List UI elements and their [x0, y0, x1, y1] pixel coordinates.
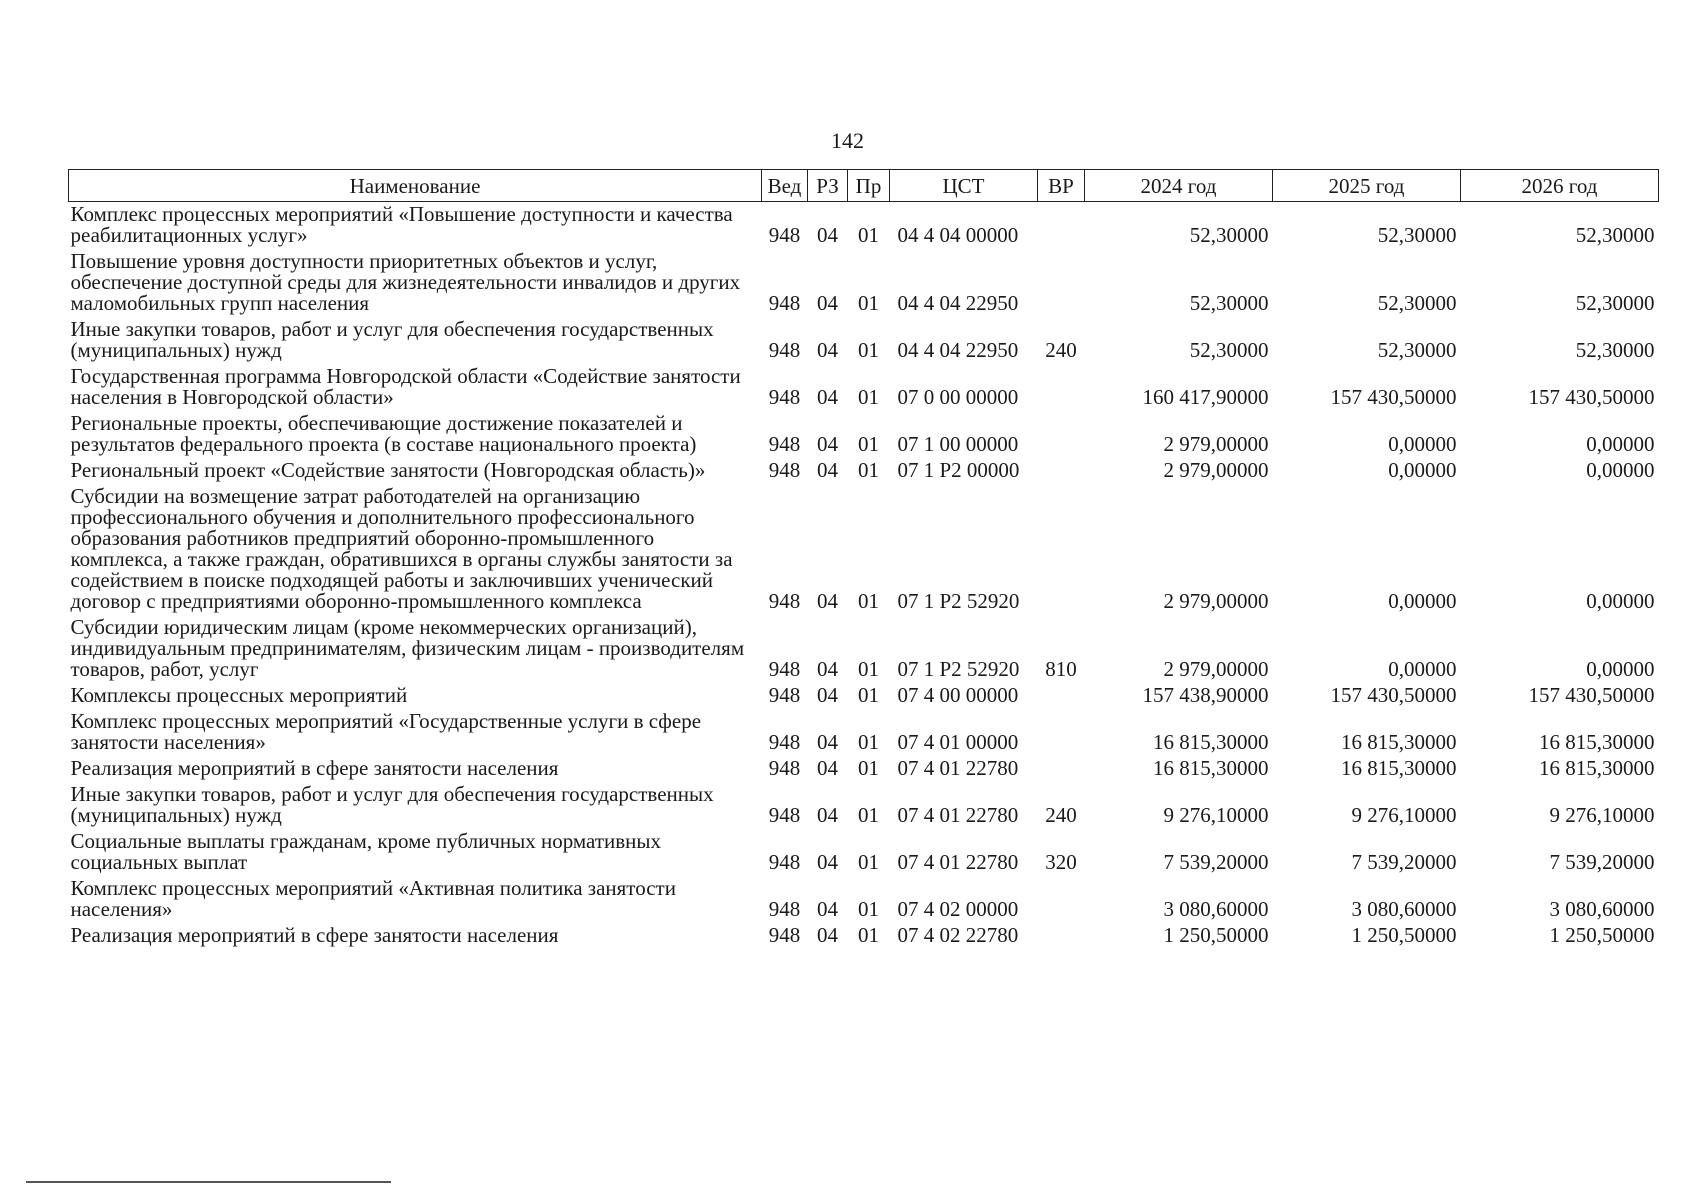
row-ved: 948 [768, 803, 801, 827]
row-name: Региональные проекты, обеспечивающие достижение показателей и результатов федерального проекта (в составе национального проекта) [70, 411, 697, 456]
row-vr [1038, 923, 1085, 949]
row-name: Региональный проект «Содействие занятости (Новгородская область)» [70, 458, 706, 482]
row-pr: 01 [858, 803, 879, 827]
row-pr: 01 [858, 589, 879, 613]
row-2026: 9 276,10000 [1549, 803, 1655, 827]
row-vr [1038, 876, 1085, 923]
row-ved: 948 [768, 223, 801, 247]
row-rz: 04 [817, 589, 838, 613]
row-vr [1038, 411, 1085, 458]
table-row [69, 923, 1659, 949]
table-row [69, 484, 1659, 615]
row-cst: 07 4 02 00000 [897, 897, 1019, 921]
row-cst: 07 1 00 00000 [897, 432, 1019, 456]
row-rz: 04 [817, 432, 838, 456]
row-ved: 948 [768, 756, 801, 780]
row-vr [1038, 249, 1085, 317]
row-rz: 04 [817, 223, 838, 247]
row-2025: 52,30000 [1377, 291, 1457, 315]
page-number: 142 [831, 128, 864, 153]
row-pr: 01 [858, 385, 879, 409]
row-2024: 52,30000 [1189, 223, 1269, 247]
row-ved: 948 [768, 657, 801, 681]
row-cst: 04 4 04 22950 [897, 291, 1019, 315]
row-rz: 04 [817, 385, 838, 409]
row-vr [1038, 709, 1085, 756]
row-cst: 07 1 P2 00000 [897, 458, 1020, 482]
table-row [69, 683, 1659, 709]
table-row [69, 458, 1659, 484]
row-2025: 0,00000 [1388, 458, 1457, 482]
row-2025: 1 250,50000 [1351, 923, 1457, 947]
row-2024: 52,30000 [1189, 291, 1269, 315]
row-name: Реализация мероприятий в сфере занятости населения [70, 923, 559, 947]
row-2026: 0,00000 [1586, 589, 1655, 613]
row-cst: 07 0 00 00000 [897, 385, 1019, 409]
row-rz: 04 [817, 291, 838, 315]
table-row [69, 249, 1659, 317]
table-row [69, 411, 1659, 458]
row-cst: 07 4 02 22780 [897, 923, 1019, 947]
row-cst: 07 1 P2 52920 [897, 589, 1020, 613]
budget-table [68, 169, 1659, 949]
row-vr: 240 [1045, 338, 1077, 362]
row-2025: 52,30000 [1377, 223, 1457, 247]
row-2026: 52,30000 [1575, 291, 1655, 315]
row-2025: 52,30000 [1377, 338, 1457, 362]
row-2025: 0,00000 [1388, 432, 1457, 456]
row-2026: 52,30000 [1575, 223, 1655, 247]
header-pr: Пр [848, 170, 890, 202]
row-2024: 7 539,20000 [1163, 850, 1269, 874]
table-row [69, 709, 1659, 756]
row-2026: 16 815,30000 [1539, 730, 1655, 754]
row-rz: 04 [817, 338, 838, 362]
header-2026: 2026 год [1461, 170, 1659, 202]
row-name: Субсидии на возмещение затрат работодателей на организацию профессионального обучения и дополнительного профессионального образования работников предприятий оборонно-промышленного комплекса, а также граждан, обратившихся в органы службы занятости за содействием в поиске подходящей работы и заключивших ученический договор с предприятиями оборонно-промышленного комплекса [70, 484, 733, 613]
row-pr: 01 [858, 338, 879, 362]
row-cst: 07 4 00 00000 [897, 683, 1019, 707]
row-rz: 04 [817, 803, 838, 827]
row-2025: 3 080,60000 [1351, 897, 1457, 921]
row-pr: 01 [858, 923, 879, 947]
row-2026: 7 539,20000 [1549, 850, 1655, 874]
row-2024: 2 979,00000 [1163, 657, 1269, 681]
row-name: Комплексы процессных мероприятий [70, 683, 408, 707]
row-2025: 0,00000 [1388, 589, 1457, 613]
row-vr [1038, 458, 1085, 484]
row-2024: 16 815,30000 [1153, 730, 1269, 754]
table-row [69, 756, 1659, 782]
row-vr: 240 [1045, 803, 1077, 827]
row-2026: 157 430,50000 [1528, 683, 1655, 707]
row-2025: 16 815,30000 [1341, 730, 1457, 754]
row-rz: 04 [817, 730, 838, 754]
row-pr: 01 [858, 458, 879, 482]
row-ved: 948 [768, 897, 801, 921]
row-ved: 948 [768, 923, 801, 947]
row-2024: 160 417,90000 [1142, 385, 1269, 409]
row-pr: 01 [858, 756, 879, 780]
row-ved: 948 [768, 850, 801, 874]
row-name: Комплекс процессных мероприятий «Государственные услуги в сфере занятости населения» [70, 709, 702, 754]
row-ved: 948 [768, 683, 801, 707]
header-ved: Вед [762, 170, 808, 202]
table-header [69, 170, 1659, 202]
row-rz: 04 [817, 850, 838, 874]
row-2024: 1 250,50000 [1163, 923, 1269, 947]
row-cst: 04 4 04 22950 [897, 338, 1019, 362]
row-vr [1038, 202, 1085, 250]
row-name: Комплекс процессных мероприятий «Повышение доступности и качества реабилитационных услуг» [70, 202, 733, 247]
row-ved: 948 [768, 385, 801, 409]
row-2026: 1 250,50000 [1549, 923, 1655, 947]
table-row [69, 364, 1659, 411]
row-cst: 07 4 01 00000 [897, 730, 1019, 754]
row-2025: 16 815,30000 [1341, 756, 1457, 780]
row-name: Государственная программа Новгородской области «Содействие занятости населения в Новгородской области» [70, 364, 741, 409]
row-name: Иные закупки товаров, работ и услуг для обеспечения государственных (муниципальных) нужд [70, 782, 714, 827]
row-name: Субсидии юридическим лицам (кроме некоммерческих организаций), индивидуальным предпринимателям, физическим лицам - производителям товаров, работ, услуг [70, 615, 745, 681]
row-vr [1038, 364, 1085, 411]
table-row [69, 876, 1659, 923]
row-2026: 0,00000 [1586, 458, 1655, 482]
row-vr [1038, 683, 1085, 709]
table-row [69, 782, 1659, 829]
row-vr: 320 [1045, 850, 1077, 874]
row-2024: 2 979,00000 [1163, 432, 1269, 456]
row-2025: 9 276,10000 [1351, 803, 1457, 827]
row-2024: 9 276,10000 [1163, 803, 1269, 827]
header-name: Наименование [69, 170, 762, 202]
row-vr [1038, 484, 1085, 615]
row-rz: 04 [817, 657, 838, 681]
row-rz: 04 [817, 683, 838, 707]
row-pr: 01 [858, 850, 879, 874]
header-rz: РЗ [808, 170, 848, 202]
row-ved: 948 [768, 432, 801, 456]
row-vr [1038, 756, 1085, 782]
row-2024: 2 979,00000 [1163, 589, 1269, 613]
row-ved: 948 [768, 458, 801, 482]
row-2024: 16 815,30000 [1153, 756, 1269, 780]
row-name: Повышение уровня доступности приоритетных объектов и услуг, обеспечение доступной среды для жизнедеятельности инвалидов и других маломобильных групп населения [70, 249, 741, 315]
row-pr: 01 [858, 223, 879, 247]
row-ved: 948 [768, 730, 801, 754]
row-name: Реализация мероприятий в сфере занятости населения [70, 756, 559, 780]
row-2025: 157 430,50000 [1330, 385, 1457, 409]
row-pr: 01 [858, 657, 879, 681]
header-cst: ЦСТ [890, 170, 1038, 202]
row-name: Комплекс процессных мероприятий «Активная политика занятости населения» [70, 876, 676, 921]
row-ved: 948 [768, 338, 801, 362]
table-body [69, 202, 1659, 950]
row-2024: 2 979,00000 [1163, 458, 1269, 482]
row-rz: 04 [817, 458, 838, 482]
row-pr: 01 [858, 432, 879, 456]
row-2026: 157 430,50000 [1528, 385, 1655, 409]
row-2026: 16 815,30000 [1539, 756, 1655, 780]
row-vr: 810 [1045, 657, 1077, 681]
row-ved: 948 [768, 589, 801, 613]
row-pr: 01 [858, 897, 879, 921]
row-cst: 07 4 01 22780 [897, 756, 1019, 780]
row-2026: 0,00000 [1586, 657, 1655, 681]
row-name: Социальные выплаты гражданам, кроме публичных нормативных социальных выплат [70, 829, 662, 874]
header-vr: ВР [1038, 170, 1085, 202]
row-2026: 3 080,60000 [1549, 897, 1655, 921]
row-cst: 07 4 01 22780 [897, 803, 1019, 827]
row-ved: 948 [768, 291, 801, 315]
header-2025: 2025 год [1273, 170, 1461, 202]
row-rz: 04 [817, 756, 838, 780]
row-2025: 0,00000 [1388, 657, 1457, 681]
row-2025: 7 539,20000 [1351, 850, 1457, 874]
table-row [69, 615, 1659, 683]
row-cst: 07 4 01 22780 [897, 850, 1019, 874]
row-rz: 04 [817, 923, 838, 947]
table-row [69, 317, 1659, 364]
row-cst: 04 4 04 00000 [897, 223, 1019, 247]
header-2024: 2024 год [1085, 170, 1273, 202]
row-2025: 157 430,50000 [1330, 683, 1457, 707]
row-pr: 01 [858, 730, 879, 754]
row-2024: 3 080,60000 [1163, 897, 1269, 921]
footer-divider [26, 1181, 391, 1183]
table-row [69, 202, 1659, 250]
row-2024: 157 438,90000 [1142, 683, 1269, 707]
table-row [69, 829, 1659, 876]
row-2026: 52,30000 [1575, 338, 1655, 362]
row-cst: 07 1 P2 52920 [897, 657, 1020, 681]
row-name: Иные закупки товаров, работ и услуг для обеспечения государственных (муниципальных) нужд [70, 317, 714, 362]
row-2024: 52,30000 [1189, 338, 1269, 362]
row-pr: 01 [858, 683, 879, 707]
row-2026: 0,00000 [1586, 432, 1655, 456]
row-pr: 01 [858, 291, 879, 315]
row-rz: 04 [817, 897, 838, 921]
